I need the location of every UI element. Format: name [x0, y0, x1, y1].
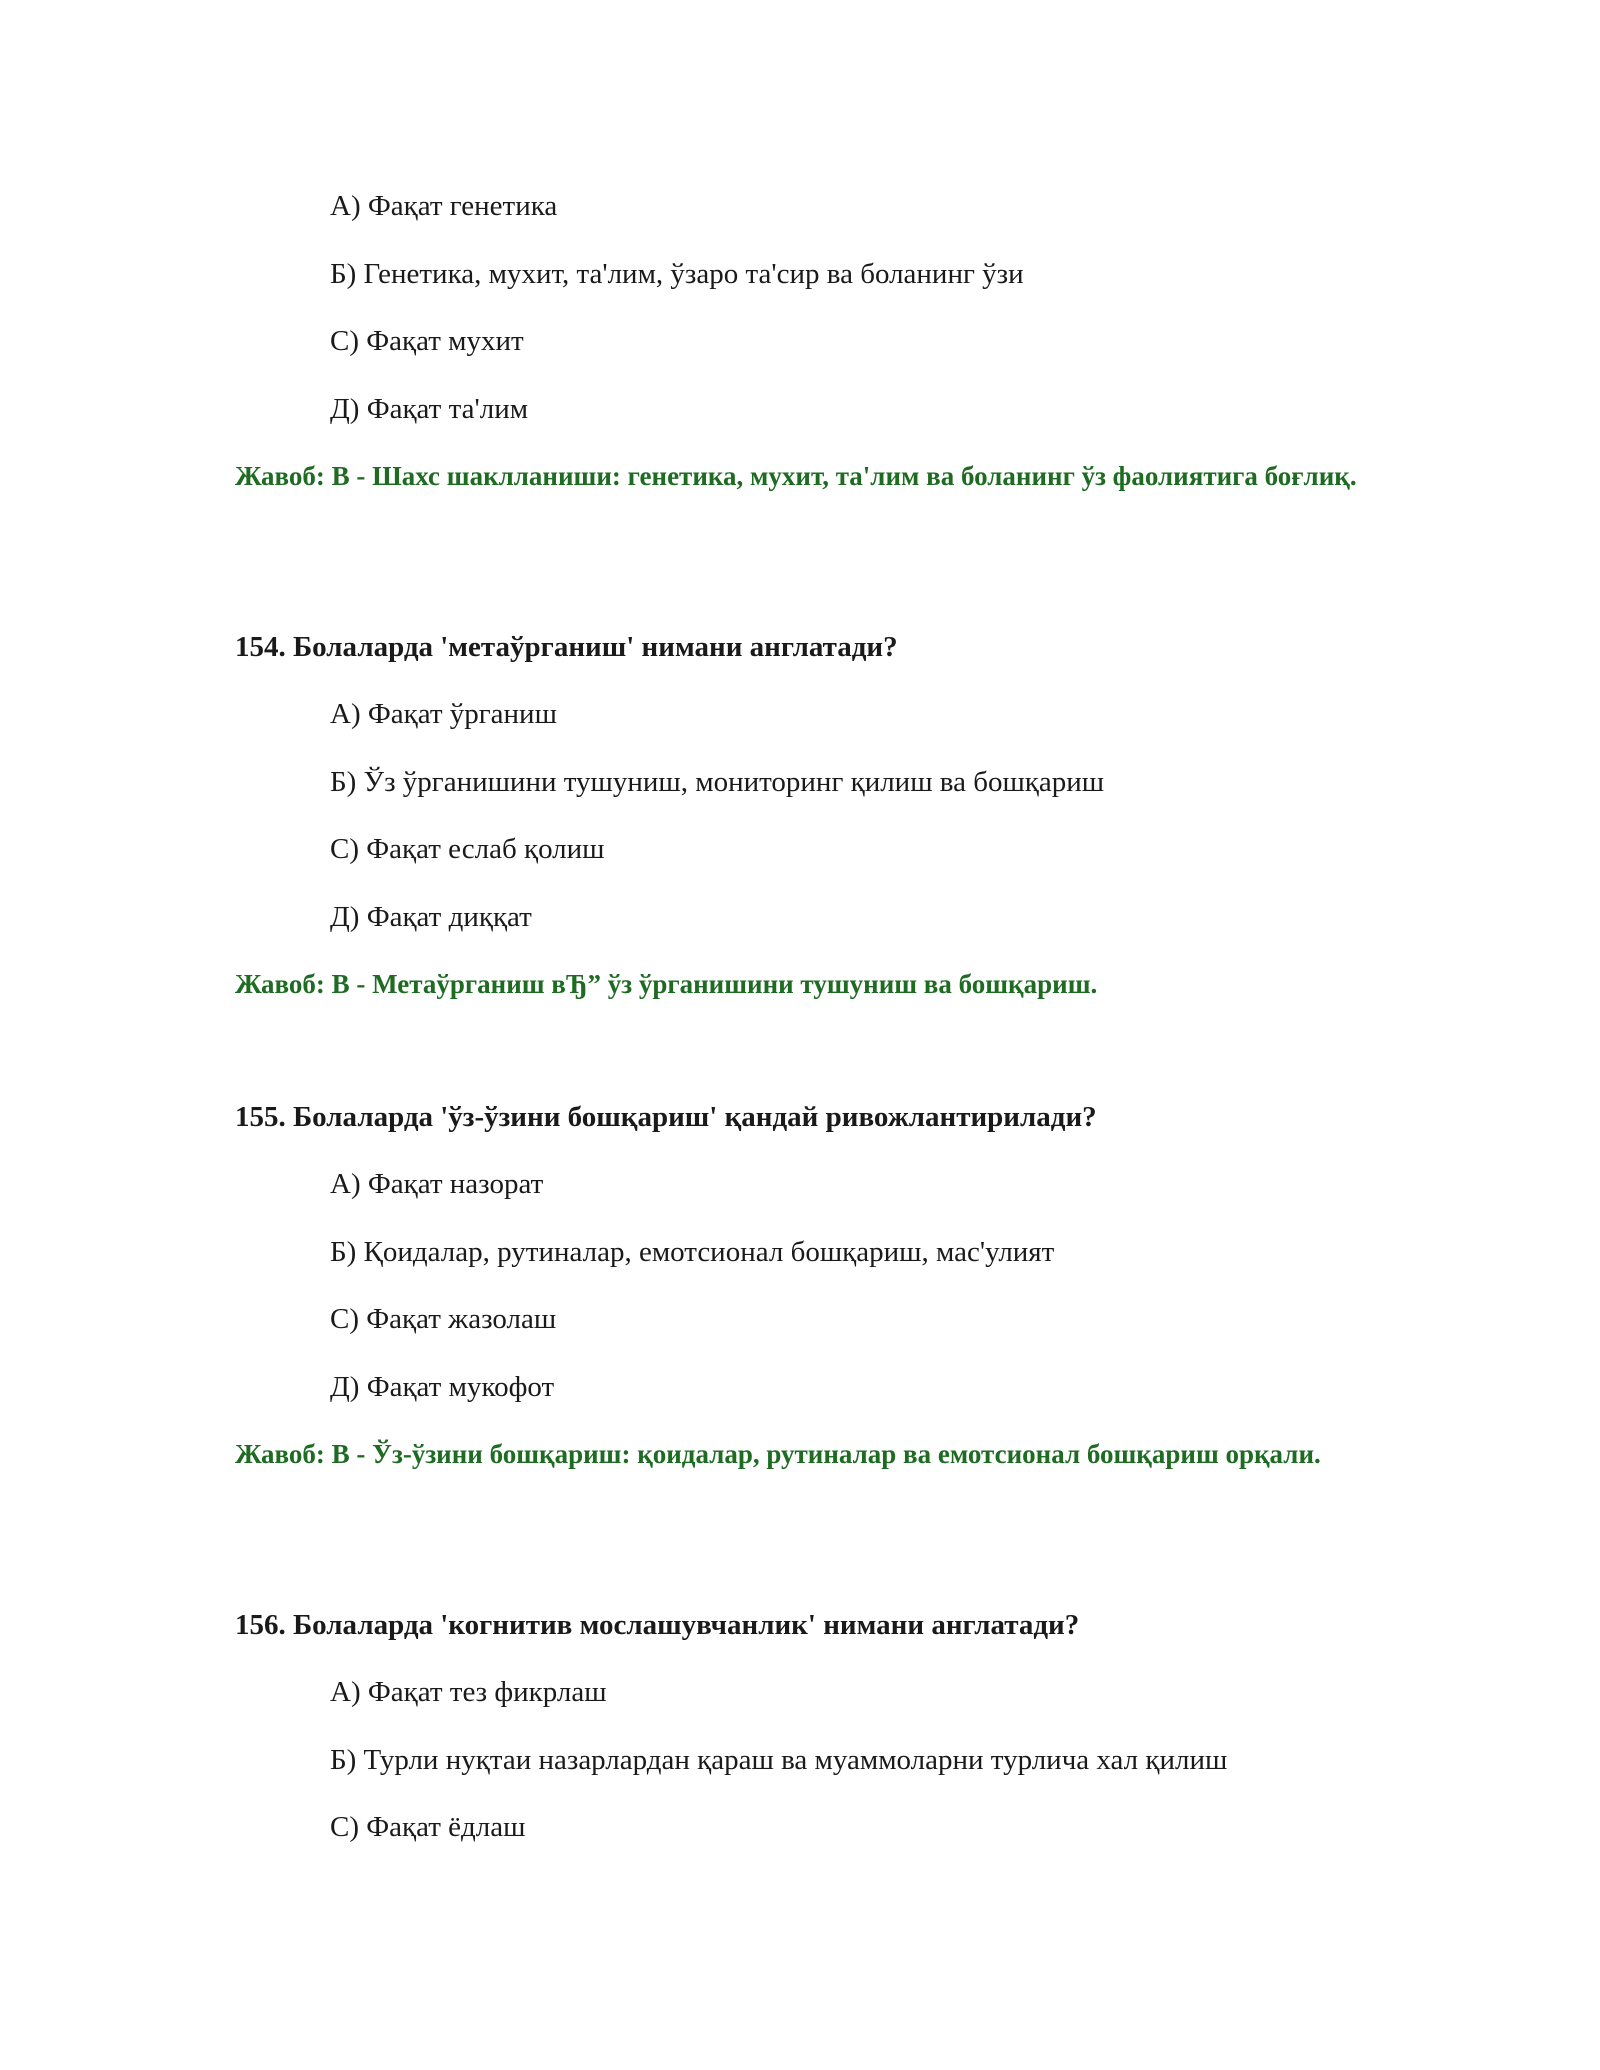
- option-b: Б) Генетика, мухит, та'лим, ўзаро та'сир ва боланинг ўзи: [330, 258, 1024, 290]
- answer-text: Жавоб: В - Метаўрганиш вЂ” ўз ўрганишини тушуниш ва бошқариш.: [235, 969, 1098, 999]
- option-b: Б) Ўз ўрганишини тушуниш, мониторинг қилиш ва бошқариш: [330, 766, 1105, 798]
- option-a: А) Фақат назорат: [330, 1168, 544, 1200]
- option-d: Д) Фақат диққат: [330, 901, 532, 933]
- option-a: А) Фақат генетика: [330, 190, 558, 222]
- question-154: 154. Болаларда 'метаўрганиш' нимани англатади?: [235, 631, 898, 663]
- option-c: С) Фақат жазолаш: [330, 1303, 557, 1335]
- option-d: Д) Фақат мукофот: [330, 1371, 555, 1403]
- option-d: Д) Фақат та'лим: [330, 393, 529, 425]
- option-c: С) Фақат ёдлаш: [330, 1811, 526, 1843]
- question-155: 155. Болаларда 'ўз-ўзини бошқариш' қандай ривожлантирилади?: [235, 1101, 1097, 1133]
- option-c: С) Фақат мухит: [330, 325, 524, 357]
- question-156: 156. Болаларда 'когнитив мослашувчанлик' нимани англатади?: [235, 1609, 1080, 1641]
- option-c: С) Фақат еслаб қолиш: [330, 833, 605, 865]
- answer-text: Жавоб: В - Шахс шаклланиши: генетика, мухит, та'лим ва боланинг ўз фаолиятига боғлиқ.: [235, 461, 1357, 491]
- option-a: А) Фақат тез фикрлаш: [330, 1676, 607, 1708]
- option-b: Б) Қоидалар, рутиналар, емотсионал бошқариш, мас'улият: [330, 1236, 1055, 1268]
- option-b: Б) Турли нуқтаи назарлардан қараш ва муаммоларни турлича хал қилиш: [330, 1744, 1228, 1776]
- option-a: А) Фақат ўрганиш: [330, 698, 557, 730]
- answer-text: Жавоб: В - Ўз-ўзини бошқариш: қоидалар, рутиналар ва емотсионал бошқариш орқали.: [235, 1439, 1321, 1469]
